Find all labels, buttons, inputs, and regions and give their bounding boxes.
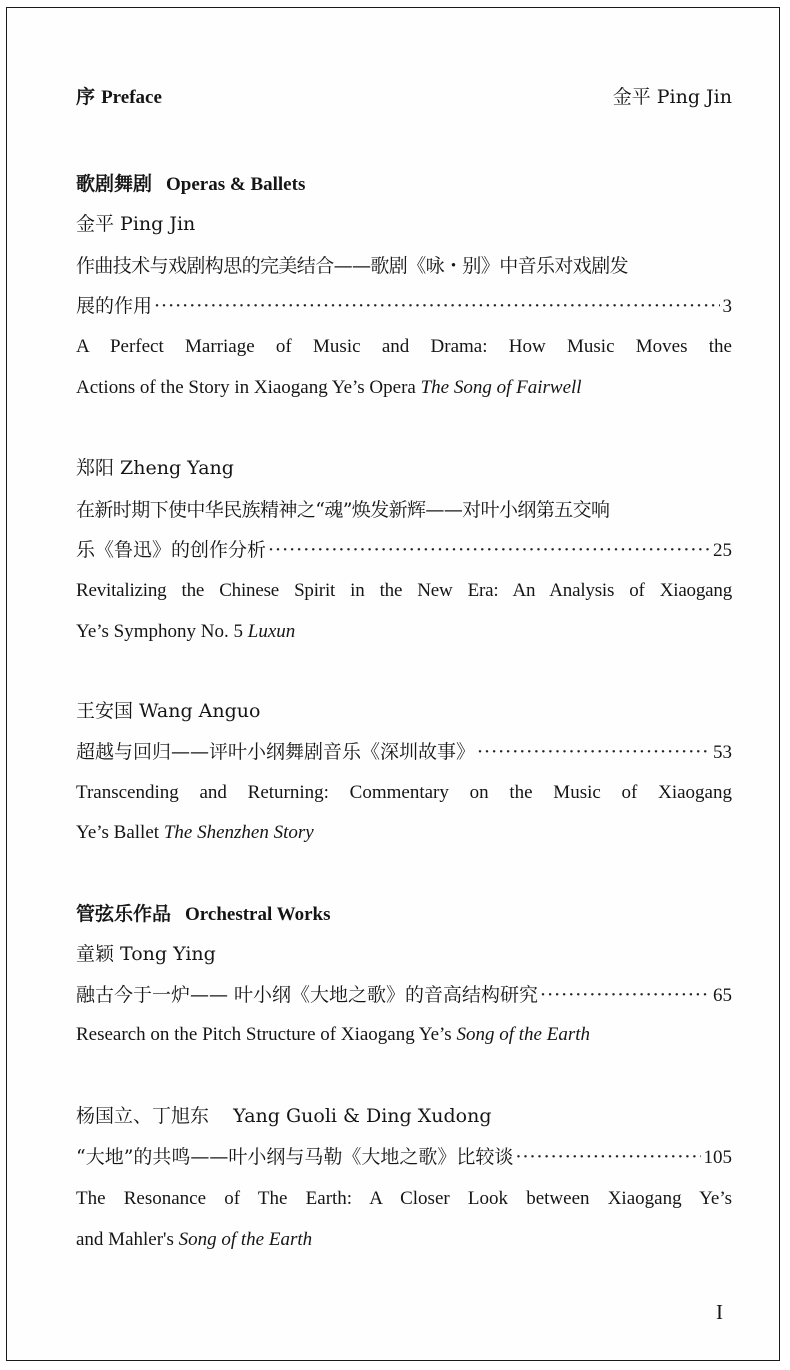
toc-entry-row xyxy=(76,740,732,765)
leader-dots xyxy=(515,1145,700,1169)
article-cn-title-line1: 融古今于一炉—— 叶小纲《大地之歌》的音高结构研究 xyxy=(76,984,539,1006)
article-cn-title-line2: 乐《鲁迅》的创作分析 xyxy=(76,539,267,561)
article-en-title-line1: The Resonance of The Earth: A Closer Look between Xiaogang Ye’s xyxy=(76,1188,732,1209)
toc-entry-row xyxy=(76,538,732,563)
article-cn-title-line1: “大地”的共鸣——叶小纲与马勒《大地之歌》比较谈 xyxy=(76,1146,514,1168)
article-author: 郑阳 Zheng Yang xyxy=(76,457,234,479)
section-heading-cn: 管弦乐作品 xyxy=(76,903,172,925)
toc-page-number: 25 xyxy=(713,540,732,561)
article-cn-title-line2: 展的作用 xyxy=(76,295,153,317)
section-heading-operas xyxy=(76,172,732,197)
section-heading-en: Orchestral Works xyxy=(185,904,331,925)
section-heading-cn: 歌剧舞剧 xyxy=(76,173,153,195)
article-en-title-line2 xyxy=(76,376,732,400)
leader-dots xyxy=(477,740,710,764)
toc-page-number: 3 xyxy=(722,296,732,317)
en-title-text: Actions of the Story in Xiaogang Ye’s Opera xyxy=(76,377,416,398)
preface-author: 金平 Ping Jin xyxy=(612,86,732,108)
article-author: 王安国 Wang Anguo xyxy=(76,700,261,722)
en-title-italic: Song of the Earth xyxy=(178,1229,313,1250)
article-author: 童颖 Tong Ying xyxy=(76,943,216,965)
en-title-italic: Luxun xyxy=(247,621,296,642)
en-title-text: and Mahler's xyxy=(76,1229,174,1250)
article-en-title-line2 xyxy=(76,821,732,845)
article-author: 杨国立、丁旭东 Yang Guoli & Ding Xudong xyxy=(76,1105,492,1127)
article-en-title-line1: Revitalizing the Chinese Spirit in the New Era: An Analysis of Xiaogang xyxy=(76,580,732,601)
article-author: 金平 Ping Jin xyxy=(76,213,196,235)
toc-page-number: 105 xyxy=(703,1147,732,1168)
article-en-title-line2 xyxy=(76,1228,732,1252)
preface-line xyxy=(76,85,732,110)
section-heading-en: Operas & Ballets xyxy=(166,174,306,195)
en-title-italic: The Song of Fairwell xyxy=(420,377,582,398)
toc-entry-row xyxy=(76,983,732,1008)
section-heading-orchestral xyxy=(76,902,732,927)
toc-page-number: 65 xyxy=(713,985,732,1006)
article-cn-title-line1: 在新时期下使中华民族精神之“魂”焕发新辉——对叶小纲第五交响 xyxy=(76,499,610,521)
leader-dots xyxy=(154,294,719,318)
en-title-text: Ye’s Ballet xyxy=(76,822,160,843)
article-cn-title-line1: 作曲技术与戏剧构思的完美结合——歌剧《咏・别》中音乐对戏剧发 xyxy=(76,255,629,277)
book-page xyxy=(6,7,780,1361)
toc-page-number: 53 xyxy=(713,742,732,763)
preface-title-en: Preface xyxy=(101,87,162,108)
page-number: I xyxy=(716,1300,723,1324)
toc-entry-row xyxy=(76,1145,732,1170)
en-title-text: Ye’s Symphony No. 5 xyxy=(76,621,243,642)
en-title-text: Research on the Pitch Structure of Xiaogang Ye’s xyxy=(76,1024,452,1045)
article-en-title-line1 xyxy=(76,1023,732,1047)
leader-dots xyxy=(268,538,710,562)
article-en-title-line1: A Perfect Marriage of Music and Drama: How Music Moves the xyxy=(76,336,732,357)
article-cn-title-line1: 超越与回归——评叶小纲舞剧音乐《深圳故事》 xyxy=(76,741,476,763)
en-title-italic: Song of the Earth xyxy=(456,1024,590,1045)
en-title-italic: The Shenzhen Story xyxy=(163,822,314,843)
leader-dots xyxy=(540,983,710,1007)
toc-entry-row xyxy=(76,294,732,319)
article-en-title-line2 xyxy=(76,620,732,644)
article-en-title-line1: Transcending and Returning: Commentary on the Music of Xiaogang xyxy=(76,782,732,803)
preface-title-cn: 序 xyxy=(76,86,96,108)
